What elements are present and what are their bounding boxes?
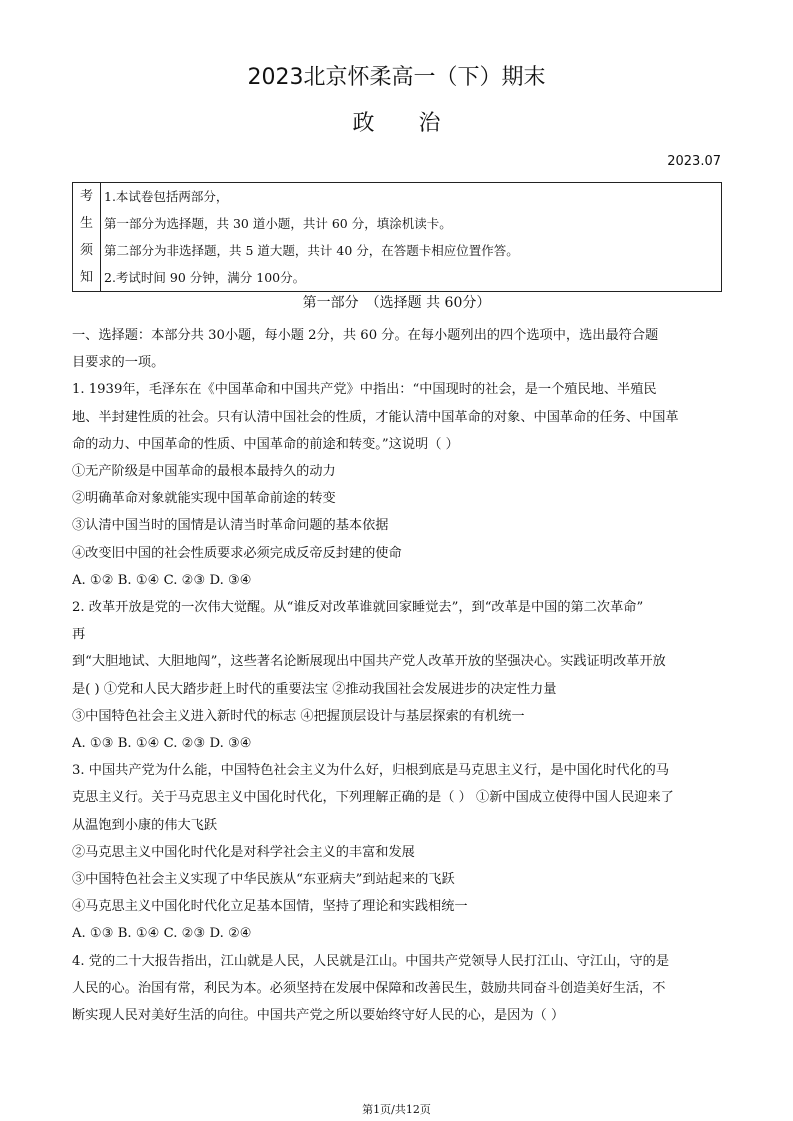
body-line: 3. 中国共产党为什么能，中国特色社会主义为什么好，归根到底是马克思主义行，是中国化时代化的马 — [72, 763, 670, 779]
notice-line: 第二部分为非选择题，共 5 道大题，共计 40 分，在答题卡相应位置作答。 — [104, 243, 519, 258]
notice-line: 1.本试卷包括两部分， — [104, 189, 229, 204]
exam-date: 2023.07 — [667, 154, 721, 169]
body-line: 是( ) ①党和人民大踏步赶上时代的重要法宝 ②推动我国社会发展进步的决定性力量 — [72, 681, 557, 697]
notice-label-char: 生 — [79, 216, 93, 231]
body-line: 目要求的一项。 — [72, 355, 165, 371]
body-line: ④改变旧中国的社会性质要求必须完成反帝反封建的使命 — [72, 545, 402, 561]
notice-label — [73, 183, 101, 291]
body-line: 命的动力、中国革命的性质、中国革命的前途和转变。”这说明（ ） — [72, 436, 459, 452]
page-footer: 第1页/共12页 — [362, 1103, 431, 1116]
body-line: 到“大胆地试、大胆地闯”，这些著名论断展现出中国共产党人改革开放的坚强决心。实践证明改革开放 — [72, 654, 666, 670]
notice-line: 2.考试时间 90 分钟，满分 100分。 — [104, 270, 306, 285]
body-line: 2. 改革开放是党的一次伟大觉醒。从“谁反对改革谁就回家睡觉去”，到“改革是中国的第二次革命” — [72, 600, 644, 616]
body-line: ②明确革命对象就能实现中国革命前途的转变 — [72, 491, 336, 507]
body-line: ③中国特色社会主义进入新时代的标志 ④把握顶层设计与基层探索的有机统一 — [72, 708, 525, 724]
body-line: 1. 1939年，毛泽东在《中国革命和中国共产党》中指出：“中国现时的社会，是一个殖民地、半殖民 — [72, 382, 657, 398]
section-heading: 第一部分 （选择题 共 60分） — [302, 295, 491, 311]
body-line: ②马克思主义中国化时代化是对科学社会主义的丰富和发展 — [72, 844, 415, 860]
body-line: 人民的心。治国有常，利民为本。必须坚持在发展中保障和改善民生，鼓励共同奋斗创造美好生活，不 — [72, 980, 666, 996]
notice-label-char: 须 — [79, 243, 93, 258]
notice-line: 第一部分为选择题，共 30 道小题，共计 60 分，填涂机读卡。 — [104, 216, 452, 231]
document-title: 2023北京怀柔高一（下）期末 — [247, 65, 546, 90]
notice-label-char: 考 — [79, 189, 93, 204]
body-line: ①无产阶级是中国革命的最根本最持久的动力 — [72, 464, 336, 480]
body-line: 4. 党的二十大报告指出，江山就是人民，人民就是江山。中国共产党领导人民打江山、守江山，守的是 — [72, 953, 670, 969]
body-line: A. ①② B. ①④ C. ②③ D. ③④ — [72, 572, 252, 588]
body-line: 断实现人民对美好生活的向往。中国共产党之所以要始终守好人民的心，是因为（ ） — [72, 1008, 565, 1024]
exam-notice-box — [72, 182, 722, 292]
body-line: ③认清中国当时的国情是认清当时革命问题的基本依据 — [72, 518, 389, 534]
body-line: 一、选择题：本部分共 30小题，每小题 2分，共 60 分。在每小题列出的四个选项中，选出最符合题 — [72, 328, 659, 343]
notice-lines — [101, 183, 721, 291]
body-line: 地、半封建性质的社会。只有认清中国社会的性质，才能认清中国革命的对象、中国革命的任务、中国革 — [72, 409, 679, 425]
body-line: 从温饱到小康的伟大飞跃 — [72, 817, 218, 833]
body-line: ③中国特色社会主义实现了中华民族从“东亚病夫”到站起来的飞跃 — [72, 872, 455, 888]
body-line: 再 — [72, 627, 86, 643]
body-line: A. ①③ B. ①④ C. ②③ D. ③④ — [72, 736, 252, 752]
body-line: A. ①③ B. ①④ C. ②③ D. ②④ — [72, 926, 252, 942]
question-body — [72, 322, 722, 1029]
subject-heading: 政治 — [352, 111, 485, 136]
body-line: ④马克思主义中国化时代化立足基本国情，坚持了理论和实践相统一 — [72, 899, 468, 915]
notice-label-char: 知 — [79, 270, 93, 285]
body-line: 克思主义行。关于马克思主义中国化时代化，下列理解正确的是（ ） ①新中国成立使得中国人民迎来了 — [72, 790, 674, 806]
